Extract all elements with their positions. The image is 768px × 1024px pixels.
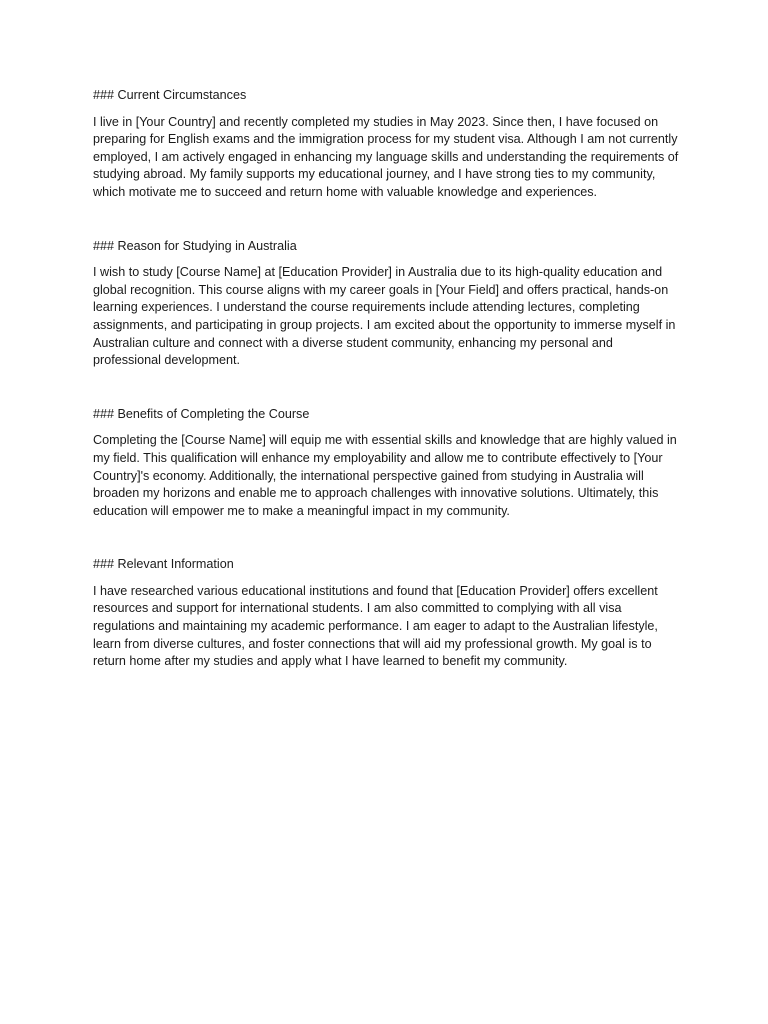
section-benefits-of-course: [93, 406, 683, 521]
section-paragraph: Completing the [Course Name] will equip me with essential skills and knowledge that are highly valued in my field. This qualification will enhance my employability and allow me to contribute effectively to [Your Country]'s economy. Additionally, the international perspective gained from studying in Australia will broaden my horizons and enable me to approach challenges with innovative solutions. Ultimately, this education will empower me to make a meaningful impact in my community.: [93, 433, 677, 518]
section-heading: ### Current Circumstances: [93, 88, 247, 102]
section-current-circumstances: [93, 87, 683, 202]
section-heading: ### Reason for Studying in Australia: [93, 238, 297, 253]
section-relevant-information: [93, 556, 683, 671]
section-paragraph: I wish to study [Course Name] at [Education Provider] in Australia due to its high-quality education and global recognition. This course aligns with my career goals in [Your Field] and offers practical, hands-on learning experiences. I understand the course requirements include attending lectures, completing assignments, and participating in group projects. I am excited about the opportunity to immerse myself in Australian culture and connect with a diverse student community, enhancing my personal and professional development.: [93, 265, 676, 368]
section-reason-for-studying: [93, 238, 683, 370]
section-heading: ### Relevant Information: [93, 557, 234, 572]
document-body: [93, 87, 683, 671]
section-paragraph: I live in [Your Country] and recently completed my studies in May 2023. Since then, I have focused on preparing for English exams and the immigration process for my student visa. Although I am not currently employed, I am actively engaged in enhancing my language skills and understanding the requirements of studying abroad. My family supports my educational journey, and I have strong ties to my community, which motivate me to succeed and return home with valuable knowledge and experiences.: [93, 114, 679, 199]
section-heading: ### Benefits of Completing the Course: [93, 406, 310, 421]
section-paragraph: I have researched various educational institutions and found that [Education Provider] offers excellent resources and support for international students. I am also committed to complying with all visa regulations and maintaining my academic performance. I am eager to adapt to the Australian lifestyle, learn from diverse cultures, and foster connections that will aid my professional growth. My goal is to return home after my studies and apply what I have learned to benefit my community.: [93, 583, 658, 669]
